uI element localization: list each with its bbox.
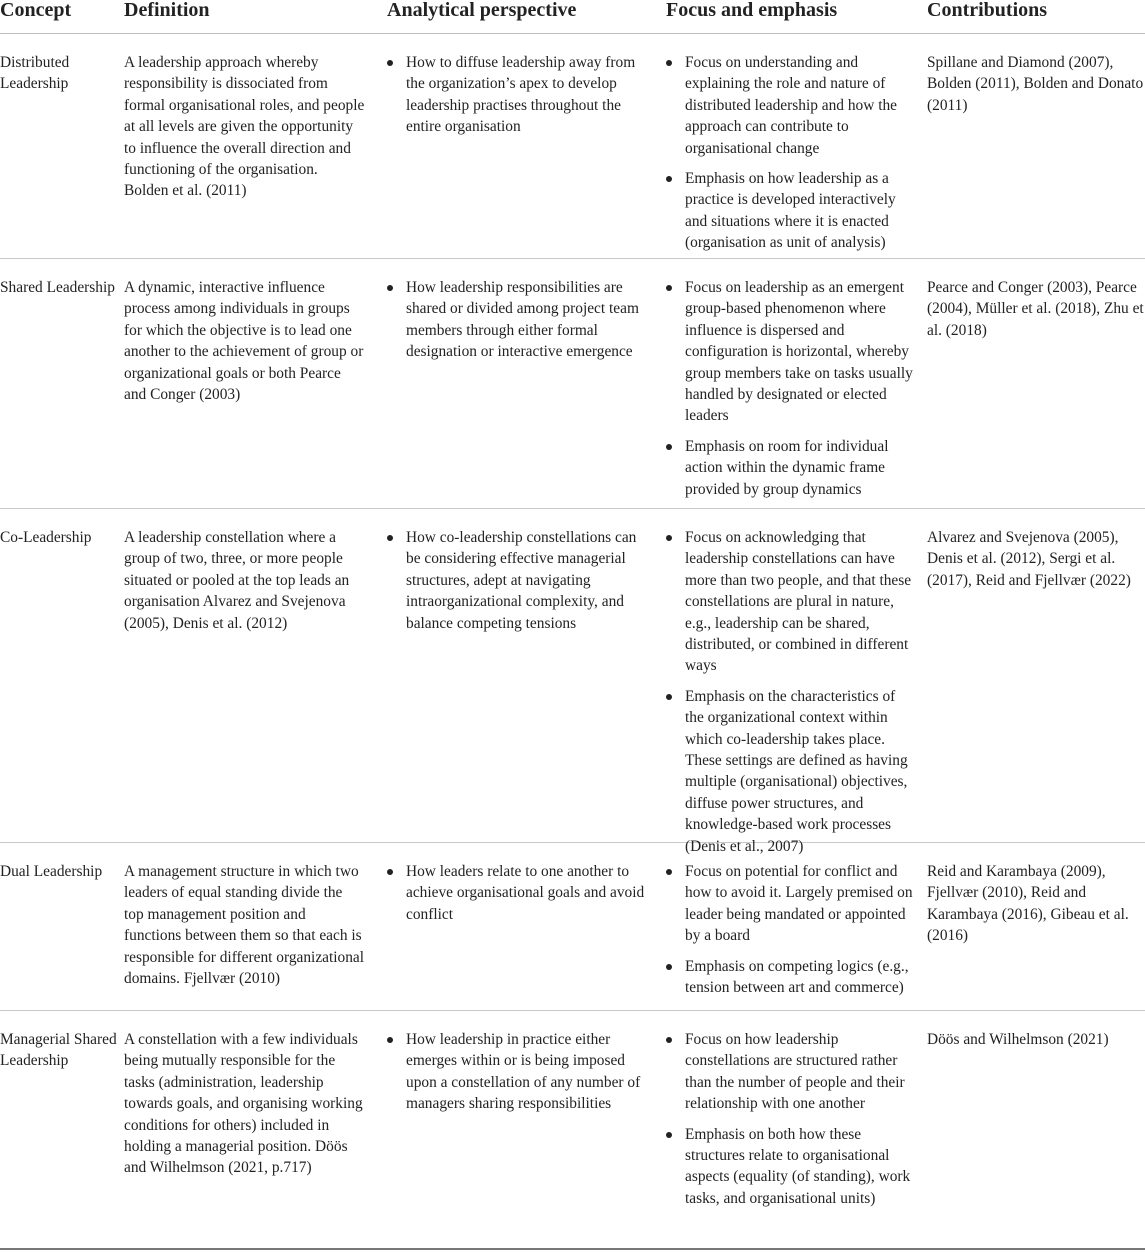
list-item [666,1029,913,1115]
cell-contributions: Alvarez and Svejenova (2005), Denis et al. (2012), Sergi et al. (2017), Reid and Fjellvær (2022) [927,529,1131,589]
perspective-text: How leadership in practice either emerges within or is being imposed upon a constellation of any number of managers sharing responsibilities [406,1031,641,1113]
bullet-icon [387,60,393,66]
bullet-icon [666,176,672,182]
cell-concept: Shared Leadership [0,279,115,296]
perspective-list [387,52,652,138]
focus-list [666,52,913,254]
table-header-row [0,0,1145,34]
table-body [0,34,1145,1250]
list-item [387,277,652,363]
header-concept: Concept [0,0,72,21]
list-item [387,861,652,925]
cell-definition: A constellation with a few individuals being mutually responsible for the tasks (administration, leadership towards goals, and organising working conditions for others) included in holding a managerial position. Döös and Wilhelmson (2021, p.717) [124,1031,363,1177]
cell-focus-and-emphasis [666,1011,927,1248]
cell-definition: A leadership constellation where a group of two, three, or more people situated or pooled at the top leads an organisation Alvarez and Svejenova (2005), Denis et al. (2012) [124,529,350,632]
list-item [387,52,652,138]
cell-contributions: Reid and Karambaya (2009), Fjellvær (2010), Reid and Karambaya (2016), Gibeau et al. (2016) [927,863,1129,945]
focus-text: Focus on understanding and explaining the role and nature of distributed leadership and how the approach can contribute to organisational change [685,54,897,157]
bullet-icon [666,869,672,875]
list-item [666,168,913,254]
bullet-icon [666,535,672,541]
list-item [666,686,913,857]
cell-definition: A leadership approach whereby responsibility is dissociated from formal organisational roles, and people at all levels are given the opportunity to influence the overall direction and functioning of the organisation. Bolden et al. (2011) [124,54,365,200]
perspective-list [387,1029,652,1115]
focus-text: Focus on leadership as an emergent group-based phenomenon where influence is dispersed and configuration is horizontal, whereby group members take on tasks usually handled by designated or elected leaders [685,279,913,425]
focus-text: Emphasis on competing logics (e.g., tension between art and commerce) [685,957,909,997]
cell-analytical-perspective [387,259,666,508]
table-row [0,1011,1145,1250]
header-focus-and-emphasis: Focus and emphasis [666,0,838,21]
cell-analytical-perspective [387,34,666,258]
bullet-icon [666,1037,672,1043]
bullet-icon [666,444,672,450]
focus-list [666,277,913,500]
table-row [0,34,1145,259]
bullet-icon [387,535,393,541]
list-item [387,1029,652,1115]
focus-list [666,861,913,998]
list-item [666,527,913,677]
perspective-text: How leaders relate to one another to achieve organisational goals and avoid conflict [406,863,645,923]
table-row [0,509,1145,855]
cell-contributions: Pearce and Conger (2003), Pearce (2004), Müller et al. (2018), Zhu et al. (2018) [927,279,1144,339]
table-row [0,259,1145,509]
bullet-icon [666,60,672,66]
cell-focus-and-emphasis [666,843,927,1010]
cell-analytical-perspective [387,509,666,842]
perspective-text: How to diffuse leadership away from the organization’s apex to develop leadership practises throughout the entire organisation [406,54,636,136]
header-contributions: Contributions [927,0,1048,21]
cell-concept: Dual Leadership [0,863,103,880]
cell-concept: Distributed Leadership [0,54,70,93]
focus-text: Emphasis on both how these structures relate to organisational aspects (equality (of standing), work tasks, and organisational units) [685,1125,911,1207]
cell-contributions: Döös and Wilhelmson (2021) [927,1031,1109,1048]
cell-concept: Managerial Shared Leadership [0,1031,117,1070]
focus-text: Focus on potential for conflict and how to avoid it. Largely premised on leader being mandated or appointed by a board [685,863,913,945]
focus-text: Emphasis on how leadership as a practice is developed interactively and situations where it is enacted (organisation as unit of analysis) [685,170,896,252]
list-item [666,52,913,159]
bullet-icon [387,869,393,875]
perspective-list [387,861,652,925]
cell-definition: A dynamic, interactive influence process among individuals in groups for which the objective is to lead one another to the achievement of group or organizational goals or both Pearce and Conger (2003) [124,279,364,404]
bullet-icon [666,694,672,700]
focus-text: Emphasis on room for individual action within the dynamic frame provided by group dynamics [685,437,889,498]
perspective-text: How co-leadership constellations can be considering effective managerial structures, adept at navigating intraorganizational complexity, and balance competing tensions [406,529,637,632]
focus-list [666,527,913,857]
perspective-list [387,527,652,634]
list-item [387,527,652,634]
header-analytical-perspective: Analytical perspective [387,0,577,21]
list-item [666,956,913,999]
cell-focus-and-emphasis [666,34,927,258]
perspective-list [387,277,652,363]
focus-text: Emphasis on the characteristics of the organizational context within which co-leadership takes place. These settings are defined as having multiple (organisational) objectives, diffuse power structures, and knowledge-based work processes (Denis et al., 2007) [685,687,908,855]
bullet-icon [387,1037,393,1043]
list-item [666,436,913,500]
header-definition: Definition [124,0,210,21]
cell-definition: A management structure in which two leaders of equal standing divide the top management position and functions between them so that each is responsible for different organizational domains. Fjellvær (2010) [124,863,365,988]
list-item [666,1124,913,1210]
cell-concept: Co-Leadership [0,529,92,546]
cell-analytical-perspective [387,1011,666,1248]
focus-list [666,1029,913,1209]
focus-text: Focus on acknowledging that leadership constellations can have more than two people, and that these constellations are plural in nature, e.g., leadership can be shared, distributed, or combined in different ways [685,529,912,675]
table-row [0,843,1145,1011]
cell-focus-and-emphasis [666,259,927,508]
cell-focus-and-emphasis [666,509,927,855]
focus-text: Focus on how leadership constellations are structured rather than the number of people and their relationship with one another [685,1031,905,1113]
bullet-icon [666,964,672,970]
bullet-icon [666,285,672,291]
cell-contributions: Spillane and Diamond (2007), Bolden (2011), Bolden and Donato (2011) [927,54,1144,114]
bullet-icon [666,1132,672,1138]
list-item [666,277,913,427]
perspective-text: How leadership responsibilities are shared or divided among project team members through either formal designation or interactive emergence [406,279,639,361]
bullet-icon [387,285,393,291]
cell-analytical-perspective [387,843,666,1010]
list-item [666,861,913,947]
